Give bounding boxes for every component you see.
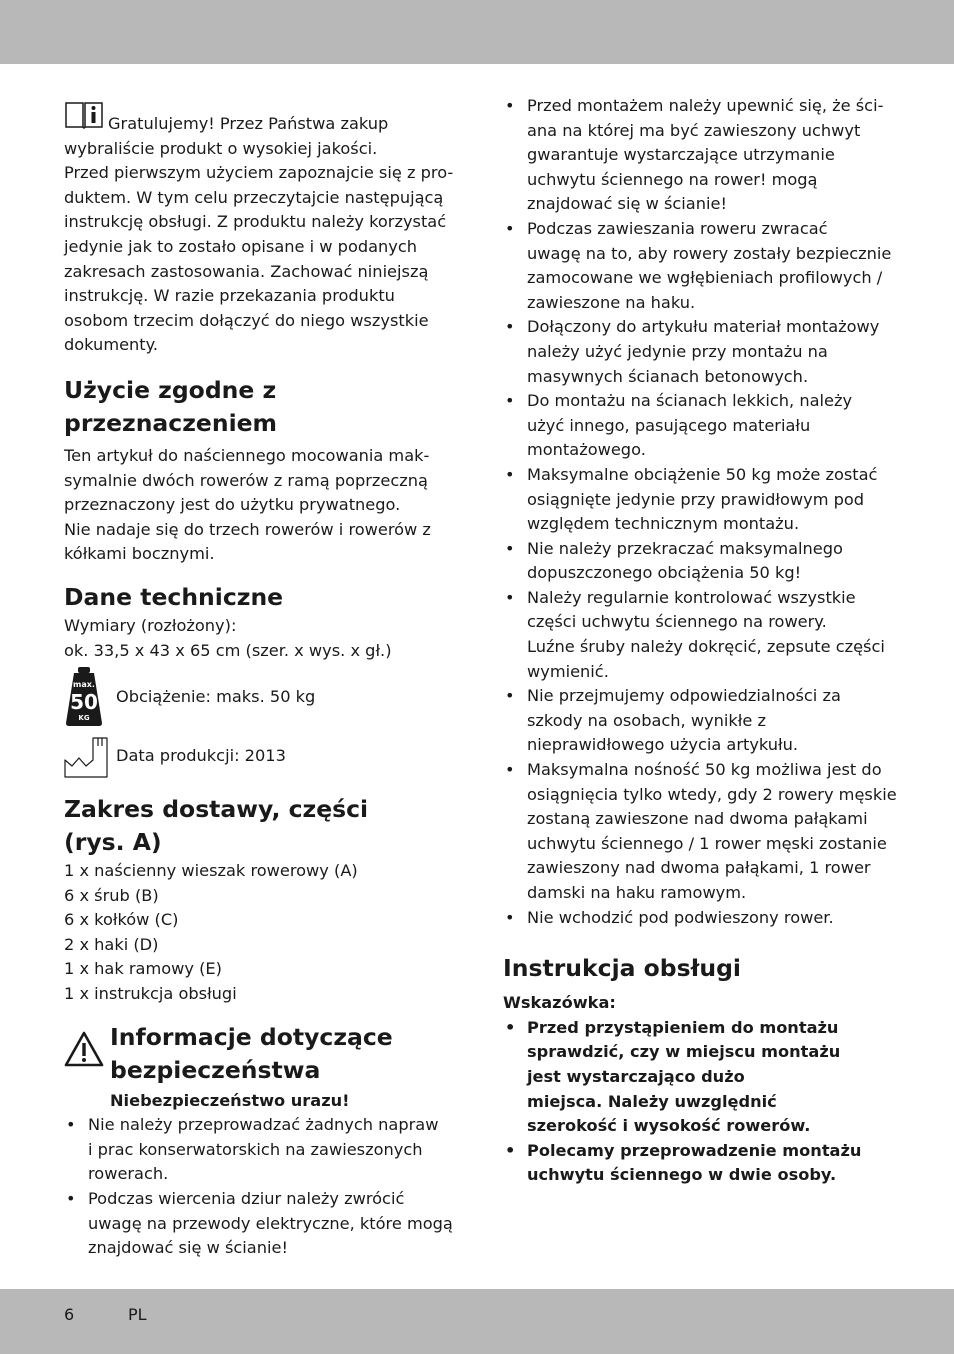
production-row: [64, 733, 459, 779]
safety-list-left: [64, 1113, 459, 1261]
weight-icon-number: 50: [70, 690, 98, 715]
intended-use-heading: Użycie zgodne z przeznaczeniem: [64, 375, 278, 437]
scope-list: [64, 859, 459, 1007]
warning-icon: [64, 1031, 104, 1075]
list-item: • Maksymalne obciążenie 50 kg może zostać osiągnięte jedynie przy prawidłowym pod względem technicznym montażu.: [503, 463, 898, 537]
dimensions-text: Wymiary (rozłożony): ok. 33,5 x 43 x 65 cm (szer. x wys. x gł.): [64, 615, 392, 660]
list-item: 1 x naścienny wieszak rowerowy (A): [64, 861, 358, 881]
page-number: 6: [64, 1305, 75, 1324]
read-manual-icon: [64, 99, 104, 137]
list-item: • Podczas zawieszania roweru zwracać uwagę na to, aby rowery zostały bezpiecznie zamocowane we wgłębieniach profilowych / zawieszone na haku.: [503, 217, 898, 315]
list-item: • Nie należy przekraczać maksymalnego dopuszczonego obciążenia 50 kg!: [503, 537, 898, 586]
load-text: Obciążenie: maks. 50 kg: [116, 686, 316, 706]
instructions-list: [503, 1016, 898, 1188]
list-item: • Przed przystąpieniem do montażu sprawdzić, czy w miejscu montażu jest wystarczająco dużo miejsca. Należy uwzględnić szerokość i wysokość rowerów.: [503, 1016, 898, 1139]
list-item: • Nie należy przeprowadzać żadnych napraw i prac konserwatorskich na zawieszonych rowerach.: [64, 1113, 459, 1187]
technical-data-heading: Dane techniczne: [64, 582, 284, 611]
safety-list-right: [503, 94, 898, 930]
production-date-icon: [64, 734, 108, 778]
intro-first-line: Gratulujemy! Przez Państwa zakup: [108, 114, 389, 133]
load-row: [64, 667, 459, 727]
list-item: • Maksymalna nośność 50 kg możliwa jest do osiągnięcia tylko wtedy, gdy 2 rowery męskie zostaną zawieszone nad dwoma pałąkami uchwytu ściennego / 1 rower męski zostanie zawieszony nad dwoma pałąkami, 1 rower damski na haku ramowym.: [503, 758, 898, 906]
list-item: • Nie wchodzić pod podwieszony rower.: [503, 906, 898, 931]
list-item: 6 x śrub (B): [64, 885, 159, 905]
language-code: PL: [128, 1305, 147, 1324]
list-item: 1 x hak ramowy (E): [64, 959, 222, 979]
list-item: • Polecamy przeprowadzenie montażu uchwytu ściennego w dwie osoby.: [503, 1139, 898, 1188]
intro-section: [64, 99, 459, 358]
intended-use-text: Ten artykuł do naściennego mocowania mak- symalnie dwóch rowerów z ramą poprzeczną przeznaczony jest do użytku prywatnego. Nie nadaje się do trzech rowerów i rowerów z kółkami bocznymi.: [64, 445, 431, 564]
list-item: • Nie przejmujemy odpowiedzialności za szkody na osobach, wynikłe z nieprawidłowego użycia artykułu.: [503, 684, 898, 758]
safety-heading: Informacje dotyczące bezpieczeństwa: [110, 1022, 393, 1084]
weight-icon-max: max.: [73, 680, 95, 690]
list-item: • Podczas wiercenia dziur należy zwrócić uwagę na przewody elektryczne, które mogą znajdować się w ścianie!: [64, 1187, 459, 1261]
production-text: Data produkcji: 2013: [116, 745, 286, 765]
list-item: • Do montażu na ścianach lekkich, należy użyć innego, pasującego materiału montażowego.: [503, 389, 898, 463]
instructions-heading: Instrukcja obsługi: [503, 954, 741, 983]
weight-icon: [64, 667, 104, 727]
header-bar: [0, 0, 954, 64]
list-item: • Dołączony do artykułu materiał montażowy należy użyć jedynie przy montażu na masywnych ścianach betonowych.: [503, 315, 898, 389]
safety-subheading: Niebezpieczeństwo urazu!: [110, 1090, 350, 1110]
intro-text: wybraliście produkt o wysokiej jakości. Przed pierwszym użyciem zapoznajcie się z pro- duktem. W tym celu przeczytajcie następującą instrukcję obsługi. Z produktu należy korzystać jedynie jak to zostało opisane i w podanych zakresach zastosowania. Zachować niniejszą instrukcję. W razie przekazania produktu osobom trzecim dołączyć do niego wszystkie dokumenty.: [64, 138, 454, 355]
list-item: • Należy regularnie kontrolować wszystkie części uchwytu ściennego na rowery. Luźne śruby należy dokręcić, zepsute części wymienić.: [503, 586, 898, 684]
list-item: 1 x instrukcja obsługi: [64, 984, 237, 1004]
left-column: [64, 99, 459, 1261]
list-item: • Przed montażem należy upewnić się, że ści- ana na której ma być zawieszony uchwyt gwarantuje wystarczające utrzymanie uchwytu ściennego na rower! mogą znajdować się w ścianie!: [503, 94, 898, 217]
weight-icon-unit: KG: [78, 714, 90, 723]
list-item: 6 x kołków (C): [64, 910, 179, 930]
safety-section: [64, 1021, 459, 1114]
hint-label: Wskazówka:: [503, 993, 616, 1013]
list-item: 2 x haki (D): [64, 934, 159, 954]
scope-heading: Zakres dostawy, części (rys. A): [64, 795, 369, 857]
right-column: [503, 94, 898, 1188]
